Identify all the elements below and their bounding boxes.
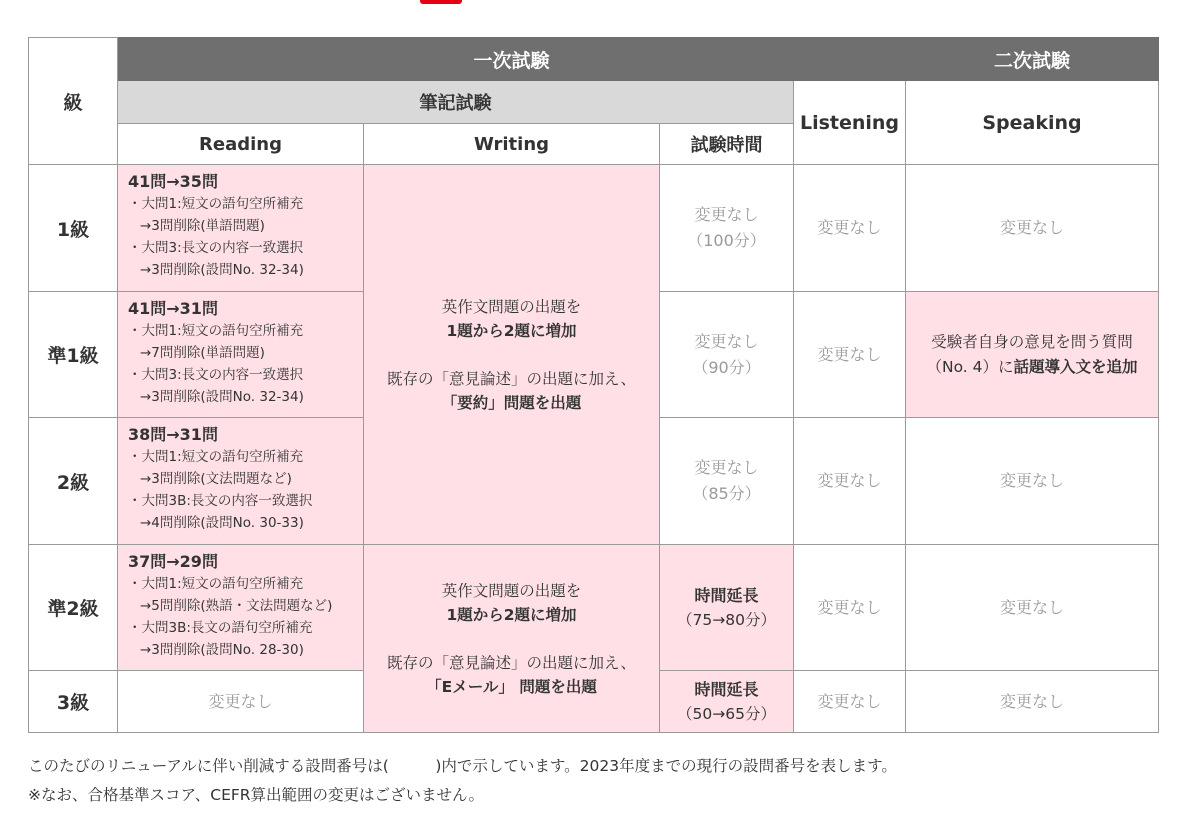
time-cell [660,418,794,545]
time-title: 時間延長 [694,585,759,605]
reading-line: →5問削除(熟語・文法問題など) [140,598,333,614]
speaking-cell: 変更なし [906,418,1159,545]
header-kyu: 級 [29,38,118,165]
footnotes [28,752,897,810]
writing-line: 既存の「意見論述」の出題に加え、 [387,369,636,388]
top-accent-bar [420,0,462,4]
header-written-exam: 筆記試験 [118,81,794,124]
speaking-cell: 変更なし [906,545,1159,671]
speaking-cell-changed [906,292,1159,418]
reading-cell [118,418,364,545]
reading-line: ・大問1:短文の語句空所補充 [128,576,304,592]
reading-line: →3問削除(単語問題) [140,218,265,234]
speaking-cell: 変更なし [906,165,1159,292]
reading-title: 38問→31問 [128,425,218,444]
reading-line: →3問削除(設問No. 28-30) [140,642,304,658]
writing-line: 1題から2題に増加 [446,605,577,624]
listening-cell: 変更なし [794,292,906,418]
writing-line: 「Eメール」 問題を出題 [426,677,597,696]
time-line: （90分） [692,357,761,377]
reading-line: ・大問1:短文の語句空所補充 [128,196,304,212]
header-listening: Listening [794,81,906,165]
time-title: 時間延長 [694,679,759,699]
reading-line: →3問削除(文法問題など) [140,471,292,487]
footnote-line: ※なお、合格基準スコア、CEFR算出範囲の変更はございません。 [28,786,484,804]
reading-line: ・大問3B:長文の内容一致選択 [128,493,313,509]
time-line: 変更なし [694,458,759,477]
time-sub: （75→80分） [677,610,776,629]
header-first-exam: 一次試験 [118,38,906,81]
writing-line: 1題から2題に増加 [446,321,577,340]
speaking-line: 受験者自身の意見を問う質問 [931,332,1133,351]
reading-line: →3問削除(設問No. 32-34) [140,262,304,278]
writing-line: 英作文問題の出題を [441,297,582,316]
reading-line: →7問削除(単語問題) [140,345,265,361]
header-speaking: Speaking [906,81,1159,165]
writing-cell-lower [364,545,660,733]
writing-line: 「要約」問題を出題 [441,393,582,412]
reading-line: ・大問3:長文の内容一致選択 [128,240,304,256]
header-writing: Writing [364,124,660,165]
reading-cell [118,165,364,292]
listening-cell: 変更なし [794,165,906,292]
time-cell-changed [660,671,794,733]
reading-title: 41問→31問 [128,299,218,318]
listening-cell: 変更なし [794,545,906,671]
reading-line: →3問削除(設問No. 32-34) [140,389,304,405]
kyu-label: 1級 [29,165,118,292]
time-cell [660,165,794,292]
header-reading: Reading [118,124,364,165]
header-second-exam: 二次試験 [906,38,1159,81]
reading-line: ・大問3B:長文の語句空所補充 [128,620,313,636]
reading-title: 37問→29問 [128,552,218,571]
time-sub: （50→65分） [677,704,776,723]
time-cell-changed [660,545,794,671]
kyu-label: 3級 [29,671,118,733]
speaking-line [906,355,1158,380]
header-time: 試験時間 [660,124,794,165]
time-line: （85分） [692,484,761,503]
reading-line: ・大問1:短文の語句空所補充 [128,323,304,339]
time-line: 変更なし [694,331,759,351]
table-row [29,545,1159,671]
time-cell [660,292,794,418]
speaking-line-normal: （No. 4）に [926,357,1014,376]
kyu-label: 2級 [29,418,118,545]
reading-cell [118,292,364,418]
speaking-line-bold: 話題導入文を追加 [1013,357,1138,376]
reading-line: ・大問1:短文の語句空所補充 [128,449,304,465]
footnote-line: このたびのリニューアルに伴い削減する設問番号は( )内で示しています。2023年度までの現行の設問番号を表します。 [28,757,897,775]
exam-changes-table [28,37,1159,733]
table-row [29,165,1159,292]
writing-line: 既存の「意見論述」の出題に加え、 [387,653,636,672]
reading-cell: 変更なし [118,671,364,733]
kyu-label: 準1級 [29,292,118,418]
writing-cell-upper [364,165,660,545]
reading-title: 41問→35問 [128,172,218,191]
listening-cell: 変更なし [794,671,906,733]
time-line: 変更なし [694,205,759,224]
reading-line: →4問削除(設問No. 30-33) [140,515,304,531]
reading-line: ・大問3:長文の内容一致選択 [128,367,304,383]
writing-line: 英作文問題の出題を [441,581,582,600]
kyu-label: 準2級 [29,545,118,671]
time-line: （100分） [687,231,766,250]
listening-cell: 変更なし [794,418,906,545]
reading-cell [118,545,364,671]
speaking-cell: 変更なし [906,671,1159,733]
